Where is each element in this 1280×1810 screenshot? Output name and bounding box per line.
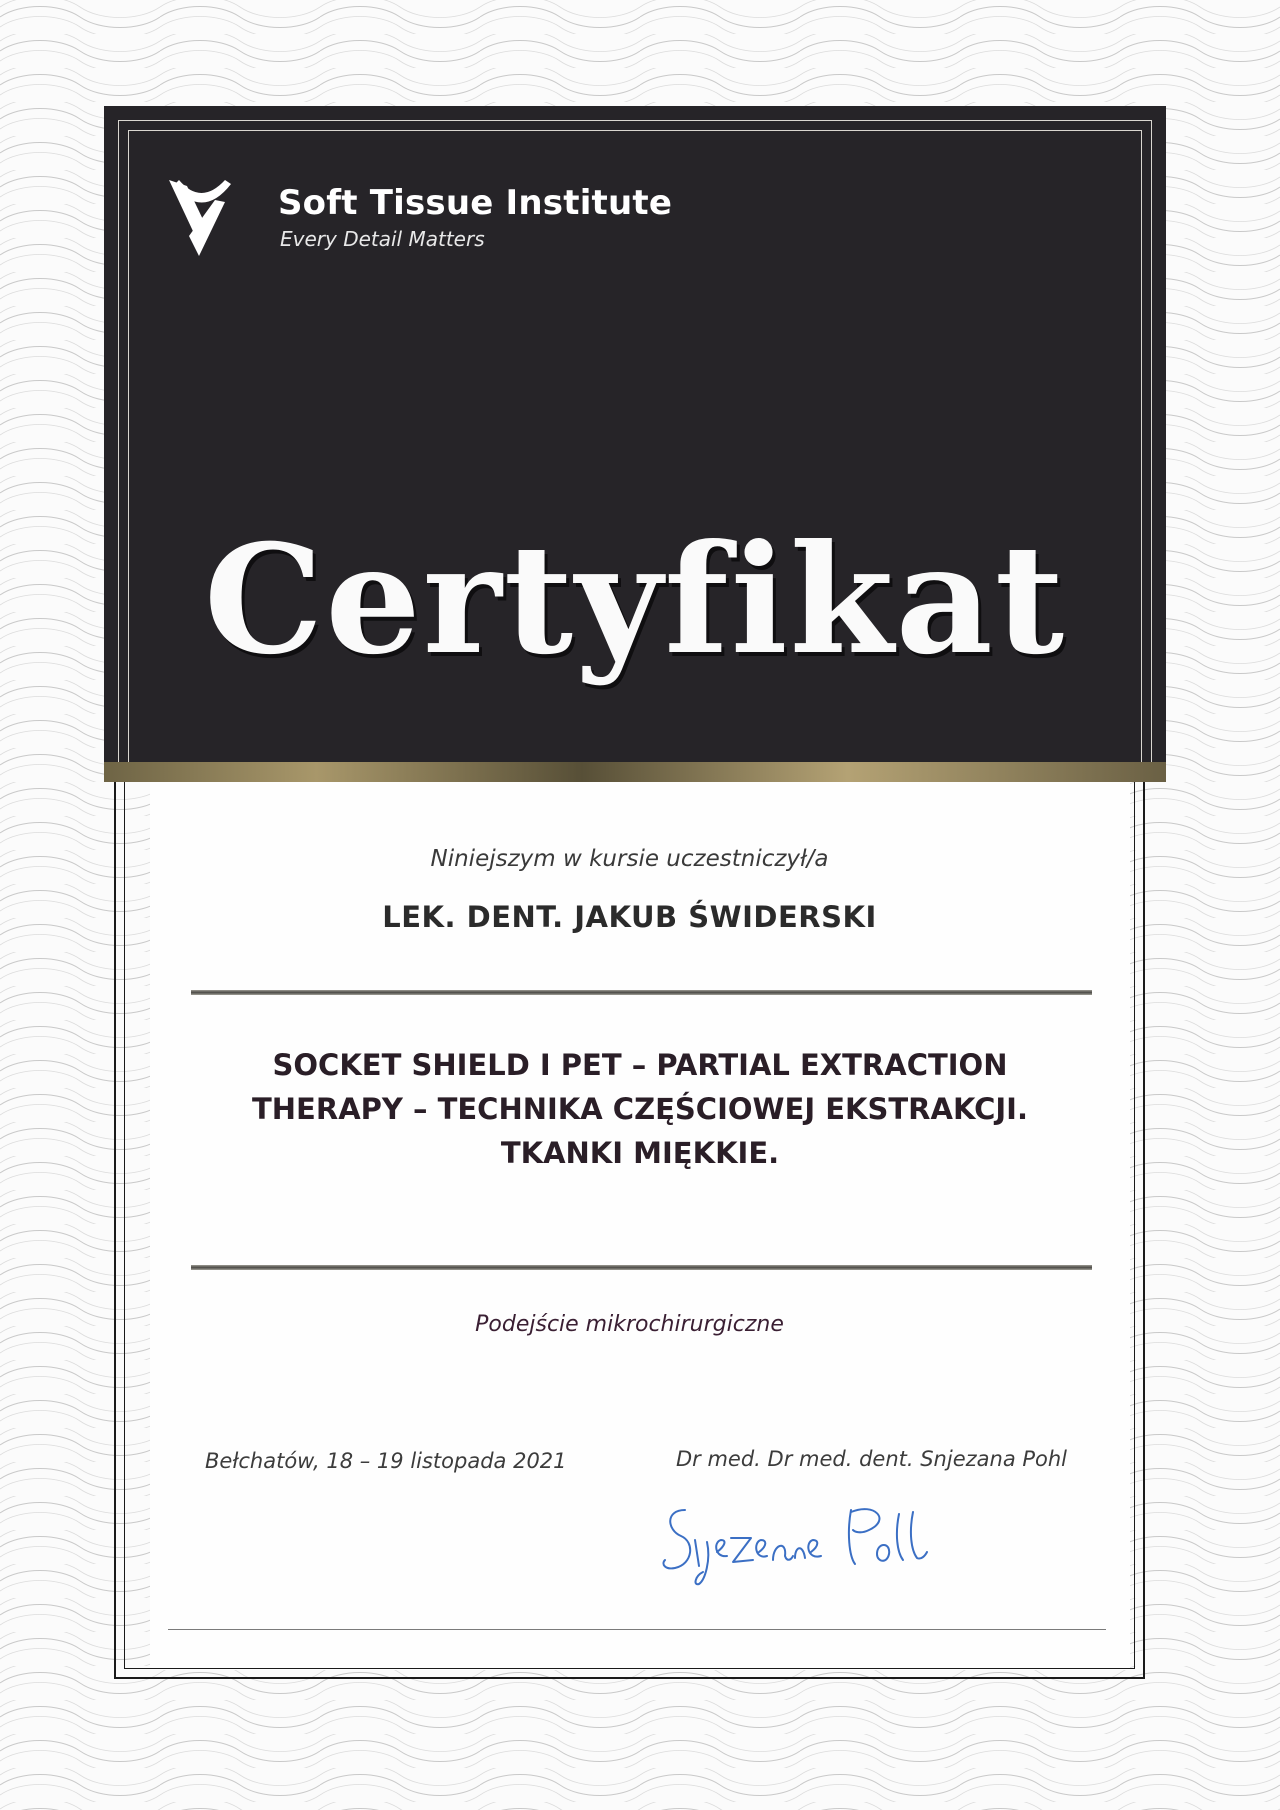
brand-name: Soft Tissue Institute (278, 183, 673, 223)
certificate-title: Certyfikat (203, 512, 1067, 688)
divider-rule (191, 1265, 1092, 1270)
place-and-date: Bełchatów, 18 – 19 listopada 2021 (205, 1449, 567, 1473)
brand-tagline: Every Detail Matters (280, 227, 485, 251)
signer-name: Dr med. Dr med. dent. Snjezana Pohl (676, 1447, 1068, 1471)
course-title-line: SOCKET SHIELD I PET – PARTIAL EXTRACTION (272, 1048, 1008, 1082)
gold-divider-strip (104, 762, 1166, 782)
course-approach: Podejście mikrochirurgiczne (475, 1312, 784, 1337)
divider-rule (191, 990, 1092, 995)
handwritten-signature (655, 1480, 985, 1590)
soft-tissue-institute-logo-icon (165, 176, 255, 266)
signature-line (168, 1629, 1106, 1630)
recipient-name: LEK. DENT. JAKUB ŚWIDERSKI (382, 900, 877, 934)
course-title (170, 1043, 1110, 1175)
course-title-line: THERAPY – TECHNIKA CZĘŚCIOWEJ EKSTRAKCJI. (252, 1092, 1028, 1126)
course-title-line: TKANKI MIĘKKIE. (500, 1136, 780, 1170)
participation-statement: Niniejszym w kursie uczestniczył/a (430, 846, 829, 872)
